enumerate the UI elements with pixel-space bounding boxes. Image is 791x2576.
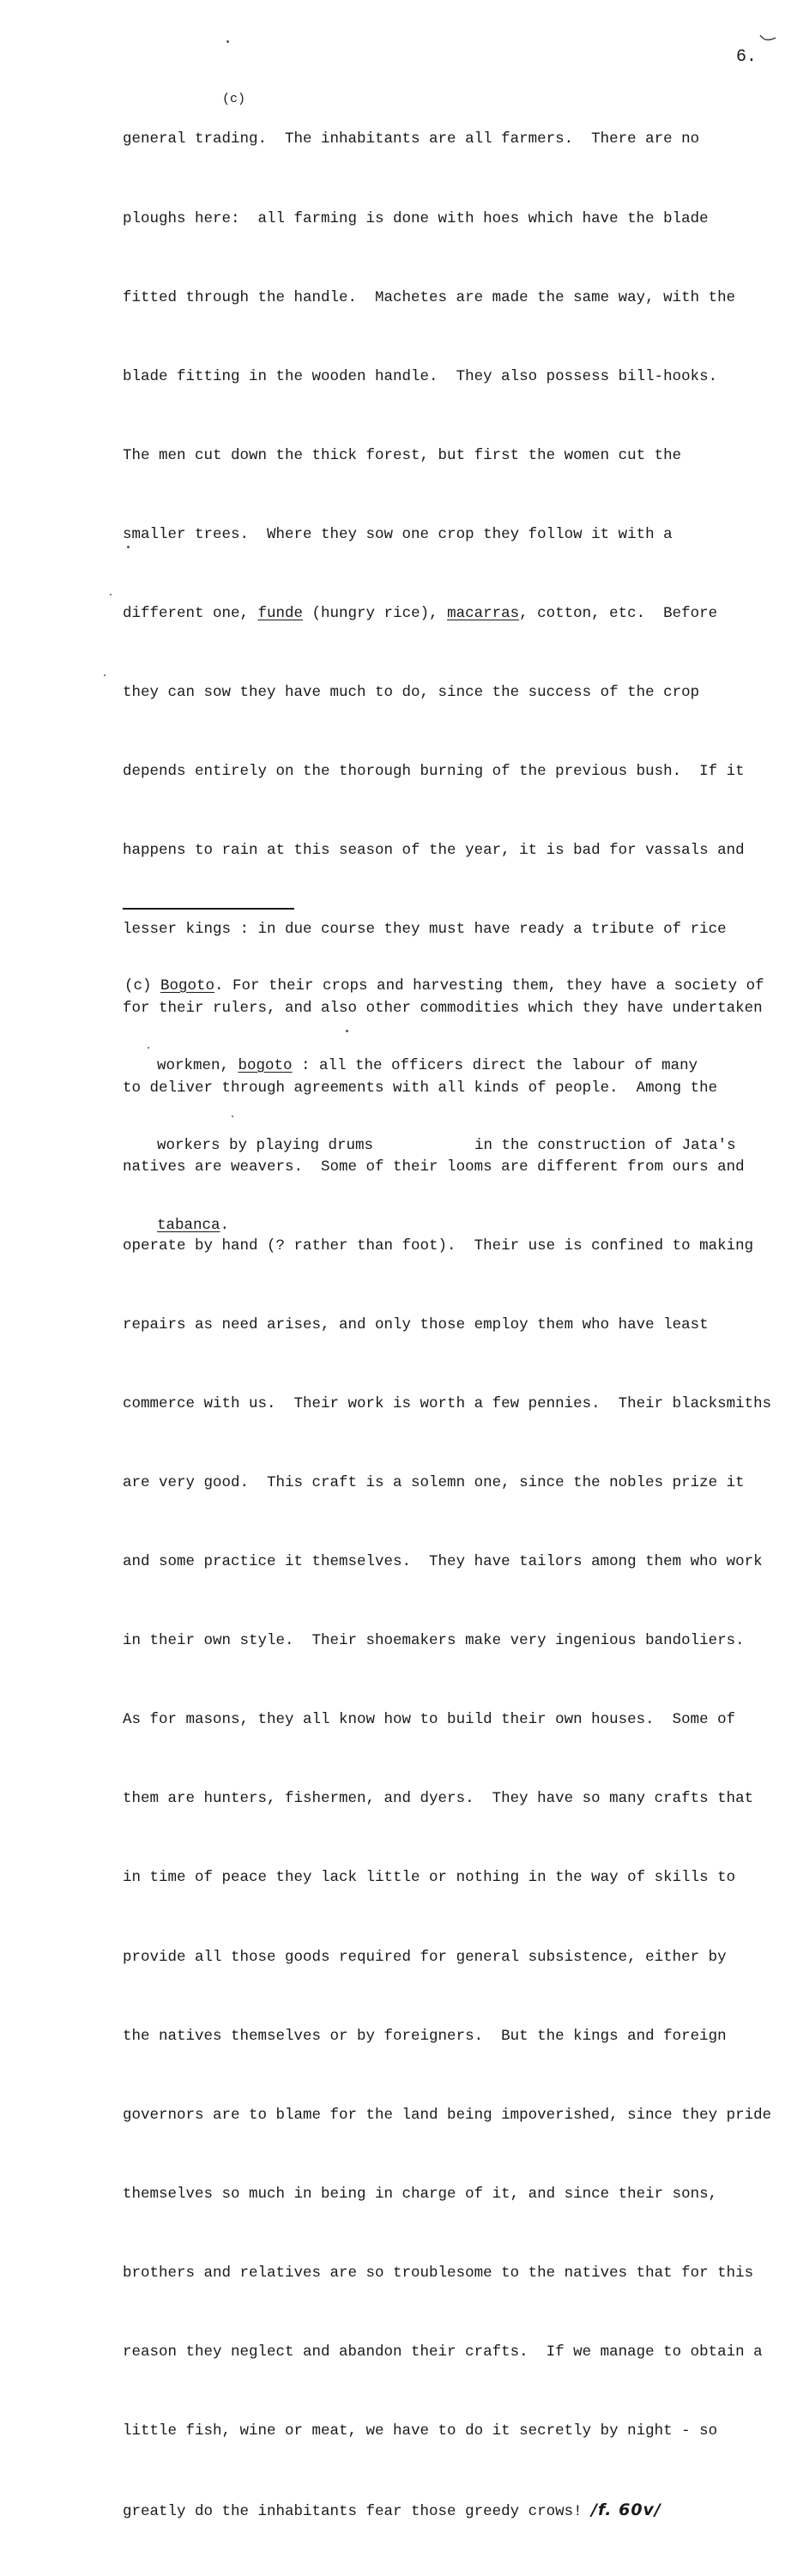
text-line: smaller trees. Where they sow one crop they follow it with a: [123, 525, 673, 543]
footnote-line: workers by playing drums in the construction of Jata's: [157, 1137, 736, 1154]
text-line: ploughs here: all farming is done with hoes which have the blade: [123, 209, 709, 227]
page-number: 6.: [736, 47, 758, 67]
text-line: reason they neglect and abandon their crafts. If we manage to obtain a: [123, 2343, 763, 2361]
text-line: little fish, wine or meat, we have to do it secretly by night - so: [123, 2422, 718, 2440]
text-line: natives are weavers. Some of their looms are different from ours and: [123, 1158, 745, 1176]
text-line: themselves so much in being in charge of it, and since their sons,: [123, 2185, 718, 2203]
text-line: operate by hand (? rather than foot). Their use is confined to making: [123, 1237, 754, 1255]
scan-speck: [104, 674, 106, 676]
scan-speck: [232, 1116, 233, 1117]
scan-speck: [346, 1030, 348, 1032]
text-line: and some practice it themselves. They have tailors among them who work: [123, 1553, 763, 1571]
footnote-term-tabanca: tabanca: [157, 1217, 220, 1234]
scan-speck: [110, 594, 112, 596]
footnote-term-bogoto: Bogoto: [160, 977, 215, 995]
text-line: the natives themselves or by foreigners. But the kings and foreign: [123, 2027, 727, 2045]
scan-speck: [148, 1047, 149, 1049]
text-line: greatly do the inhabitants fear those greedy crows! /f. 60v/: [123, 2500, 661, 2521]
footnote-line: (c) Bogoto. For their crops and harvesting them, they have a society of: [124, 977, 764, 995]
text-line: different one, funde (hungry rice), macarras, cotton, etc. Before: [123, 604, 718, 622]
text-line: repairs as need arises, and only those employ them who have least: [123, 1315, 709, 1333]
text-line: them are hunters, fishermen, and dyers. They have so many crafts that: [123, 1790, 754, 1808]
text-line: they can sow they have much to do, since the success of the crop: [123, 684, 700, 702]
footnote-line: tabanca.: [157, 1217, 230, 1234]
underlined-term-funde: funde: [257, 604, 304, 622]
text-line: in their own style. Their shoemakers make very ingenious bandoliers.: [123, 1632, 745, 1650]
text-line: are very good. This craft is a solemn one, since the nobles prize it: [123, 1474, 745, 1491]
text-line: As for masons, they all know how to build their own houses. Some of: [123, 1711, 736, 1729]
text-line: provide all those goods required for general subsistence, either by: [123, 1948, 727, 1966]
scan-speck: [226, 40, 229, 43]
text-line: The men cut down the thick forest, but first the women cut the: [123, 446, 682, 464]
footnote-divider: [123, 908, 294, 910]
footnote-line: workmen, bogoto : all the officers direct the labour of many: [157, 1057, 698, 1074]
pencil-tick-mark: [758, 33, 777, 45]
text-line: depends entirely on the thorough burning of the previous bush. If it: [123, 763, 745, 781]
text-line: to deliver through agreements with all kinds of people. Among the: [123, 1079, 718, 1097]
handwritten-folio-reference: /f. 60v/: [591, 2500, 661, 2520]
text-line: governors are to blame for the land being impoverished, since they pride: [123, 2106, 772, 2124]
scan-speck: [127, 546, 130, 548]
text-line: fitted through the handle. Machetes are made the same way, with the: [123, 288, 736, 306]
text-line: general trading. The inhabitants are all farmers. There are no: [123, 130, 700, 148]
text-line: lesser kings : in due course they must have ready a tribute of rice: [123, 921, 727, 939]
footnote: [124, 920, 776, 1292]
footnote-label: (c): [124, 977, 161, 995]
body-text: [123, 74, 775, 2576]
text-line: commerce with us. Their work is worth a few pennies. Their blacksmiths: [123, 1394, 772, 1412]
text-line: happens to rain at this season of the year, it is bad for vassals and: [123, 842, 745, 860]
text-line: blade fitting in the wooden handle. They also possess bill-hooks.: [123, 367, 718, 385]
text-line: in time of peace they lack little or nothing in the way of skills to: [123, 1869, 736, 1887]
footnote-reference-marker: (c): [222, 92, 246, 106]
text-line: brothers and relatives are so troublesome to the natives that for this: [123, 2264, 754, 2282]
underlined-term-macarras: macarras: [447, 604, 520, 622]
footnote-term-bogoto-lower: bogoto: [238, 1057, 293, 1074]
text-line: for their rulers, and also other commodities which they have undertaken: [123, 1000, 763, 1018]
